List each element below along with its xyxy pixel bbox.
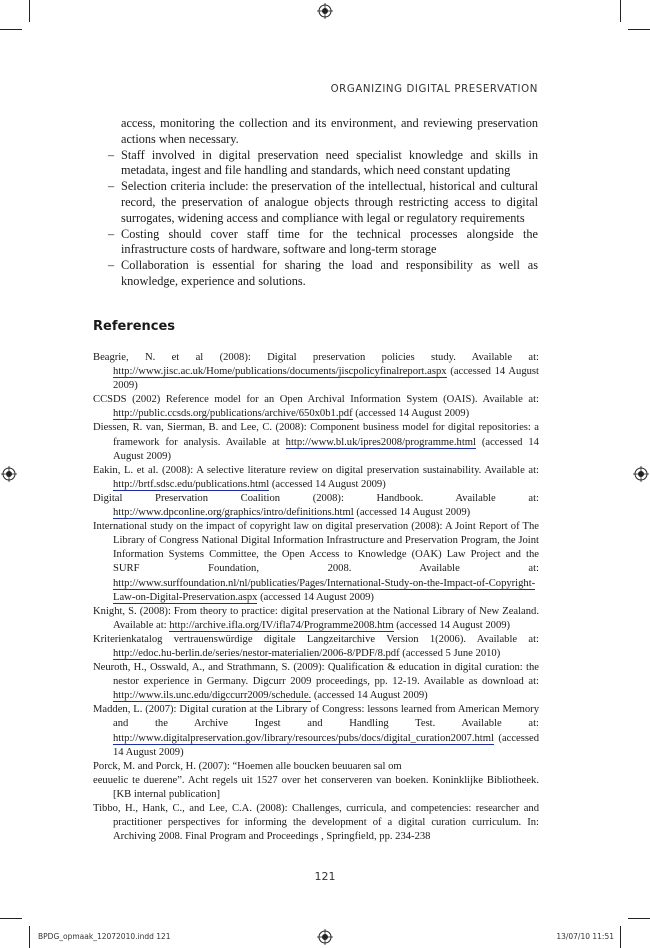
reference-item: [73, 774, 539, 802]
reference-link[interactable]: http://brtf.sdsc.edu/publications.html: [113, 478, 270, 490]
crop-mark: [29, 926, 30, 948]
registration-mark-icon: [317, 929, 333, 945]
reference-item: [93, 760, 539, 774]
reference-link[interactable]: http://www.dpconline.org/graphics/intro/definitions.html: [113, 507, 354, 519]
crop-mark: [620, 0, 621, 22]
reference-text: Madden, L. (2007): Digital curation at the Library of Congress: lessons learned from American Memory and the Archive Ingest and Handling Test. Available at:: [93, 704, 539, 730]
reference-text: International study on the impact of copyright law on digital preservation (2008): A Joint Report of The Library of Congress National Digital Information Infrastructure and Preservation Program, the Joint Information Systems Committee, the Open Access to Knowledge (OAK) Law Project and the SURF Foundation, 2008. Available at:: [93, 521, 539, 575]
reference-text: eeuuelic te duerene”. Acht regels uit 1527 over het conserveren van boeken. Koninklijke Bibliotheek. [KB internal publication]: [93, 774, 539, 800]
bullet-item: [106, 148, 538, 180]
dash: –: [108, 179, 115, 194]
reference-link[interactable]: http://www.digitalpreservation.gov/library/resources/pubs/docs/digital_curation2007.html: [113, 732, 494, 744]
reference-item: [93, 492, 539, 520]
running-header: ORGANIZING DIGITAL PRESERVATION: [330, 84, 538, 95]
reference-text: Digital Preservation Coalition (2008): Handbook. Available at:: [93, 492, 539, 504]
bullet-text: Selection criteria include: the preservation of the intellectual, historical and cultural record, the preservation of analogue objects through restricting access to digital surrogates, widening access and compliance with legal or regulatory requirements: [121, 179, 538, 225]
reference-text: (accessed 14 August 2009): [113, 732, 539, 758]
dash: –: [108, 258, 115, 273]
reference-item: [93, 633, 539, 661]
reference-text: (accessed 14 August 2009): [257, 591, 374, 603]
reference-item: [93, 464, 539, 492]
crop-mark: [0, 918, 22, 919]
reference-item: [93, 421, 539, 463]
reference-link[interactable]: http://www.surffoundation.nl/nl/publicaties/Pages/International-Study-on-the-Impact-of-Copyright-Law-on-Digital-Preservation.aspx: [113, 577, 536, 603]
footer-date: 13/07/10 11:51: [556, 932, 614, 941]
reference-item: [93, 703, 539, 759]
bullet-text: Costing should cover staff time for the technical processes alongside the infrastructure costs of hardware, software and long-term storage: [121, 226, 538, 257]
dash: –: [108, 147, 115, 162]
reference-list: [93, 351, 539, 844]
reference-item: [93, 351, 539, 393]
reference-text: Eakin, L. et al. (2008): A selective literature review on digital preservation sustainability. Available at:: [93, 464, 539, 476]
registration-mark-icon: [633, 466, 649, 482]
reference-link[interactable]: http://www.bl.uk/ipres2008/programme.html: [285, 436, 476, 448]
reference-link[interactable]: http://www.ils.unc.edu/digccurr2009/schedule.: [113, 690, 312, 702]
reference-text: (accessed 14 August 2009): [393, 619, 511, 631]
reference-text: Kriterienkatalog vertrauenswürdige digitale Langzeitarchive Version 1(2006). Available at:: [93, 633, 539, 645]
bullet-continuation: access, monitoring the collection and its environment, and reviewing preservation actions when necessary.: [121, 116, 538, 146]
reference-link[interactable]: http://public.ccsds.org/publications/archive/650x0b1.pdf: [113, 408, 353, 420]
reference-item: [93, 393, 539, 421]
reference-item: [93, 520, 539, 605]
crop-mark: [628, 918, 650, 919]
bullet-text: Staff involved in digital preservation need specialist knowledge and skills in metadata, ingest and file handling and standards, which need constant updating: [121, 147, 538, 178]
reference-link[interactable]: http://www.jisc.ac.uk/Home/publications/documents/jiscpolicyfinalreport.aspx: [113, 366, 447, 378]
bullet-text: Collaboration is essential for sharing the load and responsibility as well as knowledge, experience and solutions.: [121, 258, 538, 288]
reference-text: (accessed 14 August 2009): [311, 690, 428, 702]
reference-text: Tibbo, H., Hank, C., and Lee, C.A. (2008): Challenges, curricula, and competencies: researcher and practitioner perspectives for informing the development of a digital curation curriculum. In: Archiving 2008. Final Program and Proceedings , Springfield, pp. 234-238: [93, 803, 539, 843]
reference-link[interactable]: http://archive.ifla.org/IV/ifla74/Programme2008.htm: [169, 619, 394, 631]
reference-item: [93, 661, 539, 703]
crop-mark: [620, 926, 621, 948]
reference-item: [93, 802, 539, 844]
reference-text: (accessed 14 August 2009): [113, 366, 539, 392]
page-number: 121: [314, 870, 336, 883]
bullet-list: [106, 116, 538, 290]
registration-mark-icon: [317, 3, 333, 19]
reference-text: (accessed 5 June 2010): [399, 647, 501, 659]
reference-text: (accessed 14 August 2009): [353, 507, 471, 519]
bullet-item: [106, 179, 538, 226]
reference-item: [93, 605, 539, 633]
crop-mark: [628, 29, 650, 30]
reference-text: Beagrie, N. et al (2008): Digital preservation policies study. Available at:: [93, 352, 539, 363]
reference-text: Diessen, R. van, Sierman, B. and Lee, C. (2008): Component business model for digital repositories: a framework for analysis. Available at: [93, 422, 539, 448]
bullet-item: [106, 227, 538, 259]
footer-file: BPDG_opmaak_12072010.indd 121: [38, 932, 171, 941]
reference-text: Porck, M. and Porck, H. (2007): “Hoemen alle boucken beuuaren sal om: [93, 760, 402, 772]
reference-text: Neuroth, H., Osswald, A., and Strathmann, S. (2009): Qualification & education in digital curation: the nestor experience in Germany. Digcurr 2009 proceedings, pp. 12-19. Available as download at:: [93, 662, 539, 688]
dash: –: [108, 226, 115, 241]
reference-text: CCSDS (2002) Reference model for an Open Archival Information System (OAIS). Available at:: [93, 394, 539, 406]
reference-text: (accessed 14 August 2009): [352, 408, 470, 420]
reference-text: (accessed 14 August 2009): [113, 436, 539, 462]
reference-text: Knight, S. (2008): From theory to practice: digital preservation at the National Library of New Zealand. Available at:: [93, 605, 539, 631]
reference-link[interactable]: http://edoc.hu-berlin.de/series/nestor-materialien/2006-8/PDF/8.pdf: [113, 647, 400, 659]
references-heading: References: [93, 319, 176, 334]
reference-text: (accessed 14 August 2009): [269, 478, 386, 490]
registration-mark-icon: [1, 466, 17, 482]
crop-mark: [29, 0, 30, 22]
bullet-item: [106, 258, 538, 290]
crop-mark: [0, 29, 22, 30]
